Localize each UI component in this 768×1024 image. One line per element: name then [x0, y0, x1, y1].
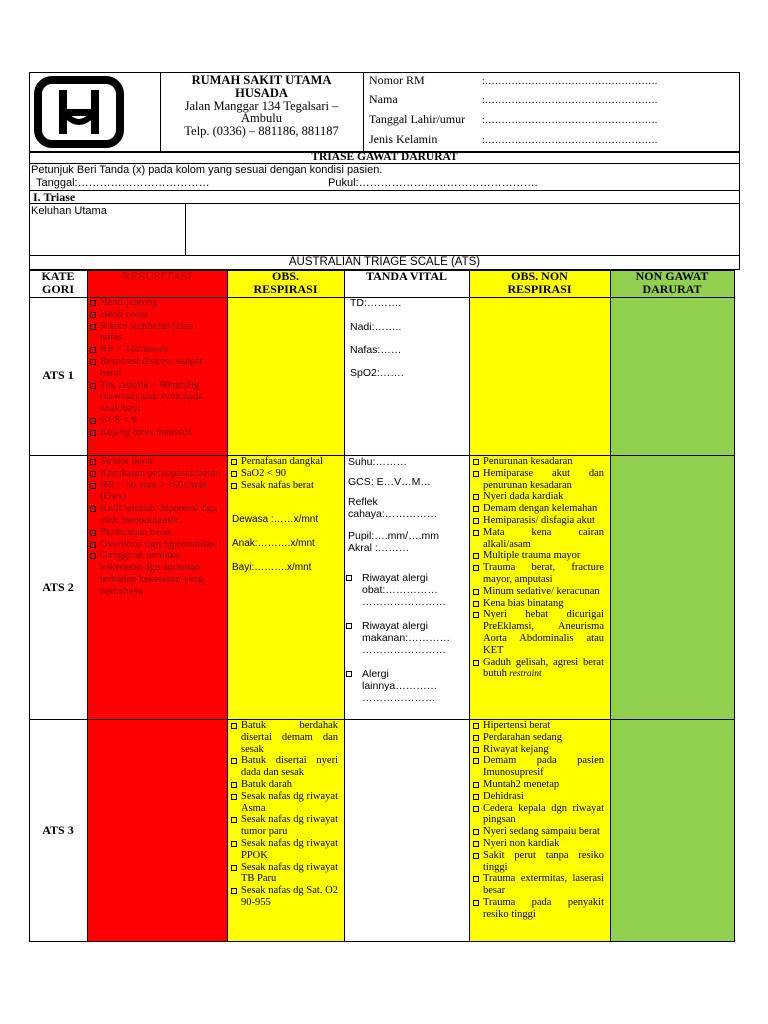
ats1-resusitasi-item[interactable]: Respirasi distress sangat berat	[89, 356, 215, 380]
hospital-logo	[34, 76, 124, 148]
vital-field[interactable]: Nadi:……..	[350, 321, 402, 333]
scale-title: AUSTRALIAN TRIAGE SCALE (ATS)	[288, 256, 481, 268]
ats2-resusitasi-item[interactable]: HR < 50 atau > 150x/min (Dws)	[89, 480, 224, 504]
hospital-phone: Telp. (0336) – 881186, 881187	[184, 124, 339, 138]
ats3-obs-non-respirasi-item[interactable]: Nyeri non kardiak	[472, 838, 604, 850]
vital-field[interactable]: Akral :………	[348, 542, 410, 554]
complaint-label: Keluhan Utama	[31, 205, 107, 217]
form-title: TRIASE GAWAT DARURAT	[311, 151, 458, 163]
ats3-obs-respirasi-item[interactable]: Sesak nafas dg riwayat tumor paru	[230, 814, 338, 838]
ats3-obs-non-respirasi-item[interactable]: Dehidrasi	[472, 791, 604, 803]
ats3-obs-non-respirasi-item[interactable]: Nyeri sedang sampaiu berat	[472, 826, 604, 838]
name-field[interactable]: :…………………………………………….	[482, 95, 658, 106]
instruction-text: Petunjuk Beri Tanda (x) pada kolom yang sesuai dengan kondisi pasien.	[31, 164, 383, 176]
ats1-resusitasi-item[interactable]: Tek sistolik < 80mmHg (dewasa) atau syok pada anak/bayi	[89, 380, 215, 415]
col-kategori: KATE GORI	[41, 269, 75, 296]
allergy-block[interactable]: Riwayat alergi obat:…………… ……………………	[344, 572, 468, 608]
ats2-obs-non-respirasi-item[interactable]: Gaduh gelisah, agresi berat butuh restraint	[472, 657, 604, 682]
row-label-ats3: ATS 3	[42, 823, 74, 837]
ats2-obs-non-respirasi-list	[472, 456, 604, 681]
ats2-obs-respirasi-item[interactable]: SaO2 < 90	[230, 468, 338, 480]
ats2-allergy-list	[344, 572, 468, 716]
rm-label: Nomor RM	[369, 73, 425, 87]
ats1-resusitasi-item[interactable]: RR < 10x/menit	[89, 344, 215, 356]
ats3-obs-respirasi-list	[230, 720, 338, 909]
ats2-obs-respirasi-item[interactable]: Pernafasan dangkal	[230, 456, 338, 468]
ats2-obs-non-respirasi-item[interactable]: Hemiparasis/ disfagia akut	[472, 515, 604, 527]
section-title: I. Triase	[33, 190, 76, 204]
ats1-resusitasi-item[interactable]: Kejang terus menerus	[89, 427, 215, 439]
section-box	[29, 190, 740, 204]
restraint-note: restraint	[506, 669, 542, 680]
ats1-resusitasi-item[interactable]: Henti nafas	[89, 309, 215, 321]
checkbox-icon[interactable]	[346, 623, 352, 629]
ats2-respiration-rates	[232, 514, 342, 586]
hospital-name-2: HUSADA	[235, 86, 288, 100]
resp-rate-field[interactable]: Dewasa :……x/mnt	[232, 514, 319, 525]
ats3-obs-respirasi-item[interactable]: Sesak nafas dg riwayat PPOK	[230, 838, 338, 862]
date-field[interactable]: Tanggal:………………………………	[36, 177, 210, 189]
ats2-obs-non-respirasi-item[interactable]: Nyeri dada kardiak	[472, 491, 604, 503]
ats3-obs-non-respirasi-list	[472, 720, 604, 921]
sex-label: Jenis Kelamin	[369, 132, 438, 146]
allergy-block[interactable]: Riwayat alergi makanan:………… ……………………	[344, 620, 468, 656]
hospital-address-1: Jalan Manggar 134 Tegalsari –	[184, 99, 339, 113]
name-label: Nama	[369, 92, 398, 106]
ats2-obs-non-respirasi-item[interactable]: Demam dengan kelemahan	[472, 503, 604, 515]
col-non-gawat: NON GAWAT DARURAT	[635, 269, 709, 296]
ats2-vital-signs	[348, 456, 466, 554]
ats2-obs-non-respirasi-item[interactable]: Trauma berat, fracture mayor, amputasi	[472, 562, 604, 586]
vital-field[interactable]: Nafas:……	[350, 344, 402, 356]
resp-rate-field[interactable]: Anak:……….x/mnt	[232, 538, 315, 549]
ats3-obs-non-respirasi-item[interactable]: Perdarahan sedang	[472, 732, 604, 744]
vital-field[interactable]: SpO2:…….	[350, 367, 404, 379]
vital-field[interactable]: Reflek	[348, 496, 378, 508]
ats3-obs-non-respirasi-item[interactable]: Riwayat kejang	[472, 744, 604, 756]
rm-field[interactable]: :…………………………………………….	[482, 76, 658, 87]
ats2-obs-non-respirasi-item[interactable]: Multiple trauma mayor	[472, 550, 604, 562]
ats2-resusitasi-item[interactable]: Kesukaran pernapasan berat	[89, 468, 224, 480]
col-obs-non-respirasi: OBS. NON RESPIRASI	[507, 269, 572, 296]
dob-label: Tanggal Lahir/umur	[369, 112, 466, 126]
sex-field[interactable]: :…………………………………………….	[482, 135, 658, 146]
vital-field[interactable]: TD:……….	[350, 297, 402, 309]
ats3-obs-respirasi-item[interactable]: Batuk darah	[230, 779, 338, 791]
col-resusitasi: RESUSITASI	[121, 269, 193, 283]
resp-rate-field[interactable]: Bayi:……….x/mnt	[232, 562, 312, 573]
vital-field[interactable]: cahaya:……………	[348, 508, 438, 520]
ats2-resusitasi-item[interactable]: Kulit lembab, hipotensi dgn efek hemodinamik	[89, 503, 224, 527]
ats3-obs-non-respirasi-item[interactable]: Hipertensi berat	[472, 720, 604, 732]
ats1-vital-signs	[350, 297, 466, 390]
ats2-resusitasi-item[interactable]: Overdosis dgn hipoventilasi	[89, 539, 224, 551]
ats2-resusitasi-item[interactable]: Stridor berat	[89, 456, 224, 468]
ats2-obs-non-respirasi-item[interactable]: Penurunan kesadaran	[472, 456, 604, 468]
ats3-obs-respirasi-item[interactable]: Sesak nafas dg riwayat Asma	[230, 791, 338, 815]
allergy-block[interactable]: Alergi lainnya………… …………………	[344, 668, 468, 704]
ats2-obs-non-respirasi-item[interactable]: Hemiparase akut dan penurunan kesadaran	[472, 468, 604, 492]
ats2-resusitasi-list	[89, 456, 224, 598]
checkbox-icon[interactable]	[346, 671, 352, 677]
ats2-obs-respirasi-list	[230, 456, 338, 491]
ats3-obs-non-respirasi-item[interactable]: Muntah2 menetap	[472, 779, 604, 791]
ats3-obs-non-respirasi-item[interactable]: Sakit perut tanpa resiko tinggi	[472, 850, 604, 874]
row-label-ats1: ATS 1	[42, 368, 74, 382]
ats3-obs-respirasi-item[interactable]: Batuk disertai nyeri dada dan sesak	[230, 755, 338, 779]
vital-field[interactable]: Pupil:….mm/….mm	[348, 530, 440, 542]
ats3-obs-non-respirasi-item[interactable]: Cedera kepala dgn riwayat pingsan	[472, 803, 604, 827]
ats3-obs-non-respirasi-item[interactable]: Demam pada pasien Imunosupresif	[472, 755, 604, 779]
checkbox-icon[interactable]	[346, 575, 352, 581]
ats2-obs-non-respirasi-item[interactable]: Minum sedative/ keracunan	[472, 586, 604, 598]
ats2-obs-non-respirasi-item[interactable]: Mata kena cairan alkali/asam	[472, 527, 604, 551]
ats2-resusitasi-item[interactable]: Gangguan perilaku kekerasan dgn ancaman terhadap kekerasan yang berbahaya	[89, 550, 224, 597]
row-label-ats2: ATS 2	[42, 580, 74, 594]
ats1-resusitasi-item[interactable]: GCS < 9	[89, 415, 215, 427]
ats2-resusitasi-item[interactable]: Perdarahan berat	[89, 527, 224, 539]
vital-field[interactable]: Suhu:………	[348, 456, 407, 468]
ats3-obs-non-respirasi-item[interactable]: Trauma extermitas, laserasi besar	[472, 873, 604, 897]
ats1-resusitasi-item[interactable]: Henti jantung	[89, 297, 215, 309]
time-field[interactable]: Pukul:………………………………………….	[328, 177, 538, 189]
ats2-obs-respirasi-item[interactable]: Sesak nafas berat	[230, 480, 338, 492]
ats3-obs-respirasi-item[interactable]: Sesak nafas dg riwayat TB Paru	[230, 862, 338, 886]
vital-field[interactable]: GCS: E…V…M…	[348, 476, 431, 488]
ats3-obs-respirasi-item[interactable]: Batuk berdahak disertai demam dan sesak	[230, 720, 338, 755]
col-obs-respirasi: OBS. RESPIRASI	[253, 269, 318, 296]
hospital-address-2: Ambulu	[241, 111, 282, 125]
ats3-obs-respirasi-item[interactable]: Sesak nafas dg Sat. O2 90-955	[230, 885, 338, 909]
ats1-resusitasi-item[interactable]: Risiko sumbatan jalan nafas	[89, 321, 215, 345]
ats2-obs-non-respirasi-item[interactable]: Nyeri hebat dicurigai PreEklamsi, Aneurisma Aorta Abdominalis atau KET	[472, 609, 604, 656]
ats3-obs-non-respirasi-item[interactable]: Trauma pada penyakit resiko tinggi	[472, 897, 604, 921]
ats2-obs-non-respirasi-item[interactable]: Kena bias binatang	[472, 598, 604, 610]
col-tanda-vital: TANDA VITAL	[365, 269, 448, 283]
ats1-resusitasi-list	[89, 297, 215, 439]
dob-field[interactable]: :…………………………………………….	[482, 115, 658, 126]
complaint-field[interactable]	[186, 204, 739, 255]
hospital-name-1: RUMAH SAKIT UTAMA	[191, 73, 332, 87]
